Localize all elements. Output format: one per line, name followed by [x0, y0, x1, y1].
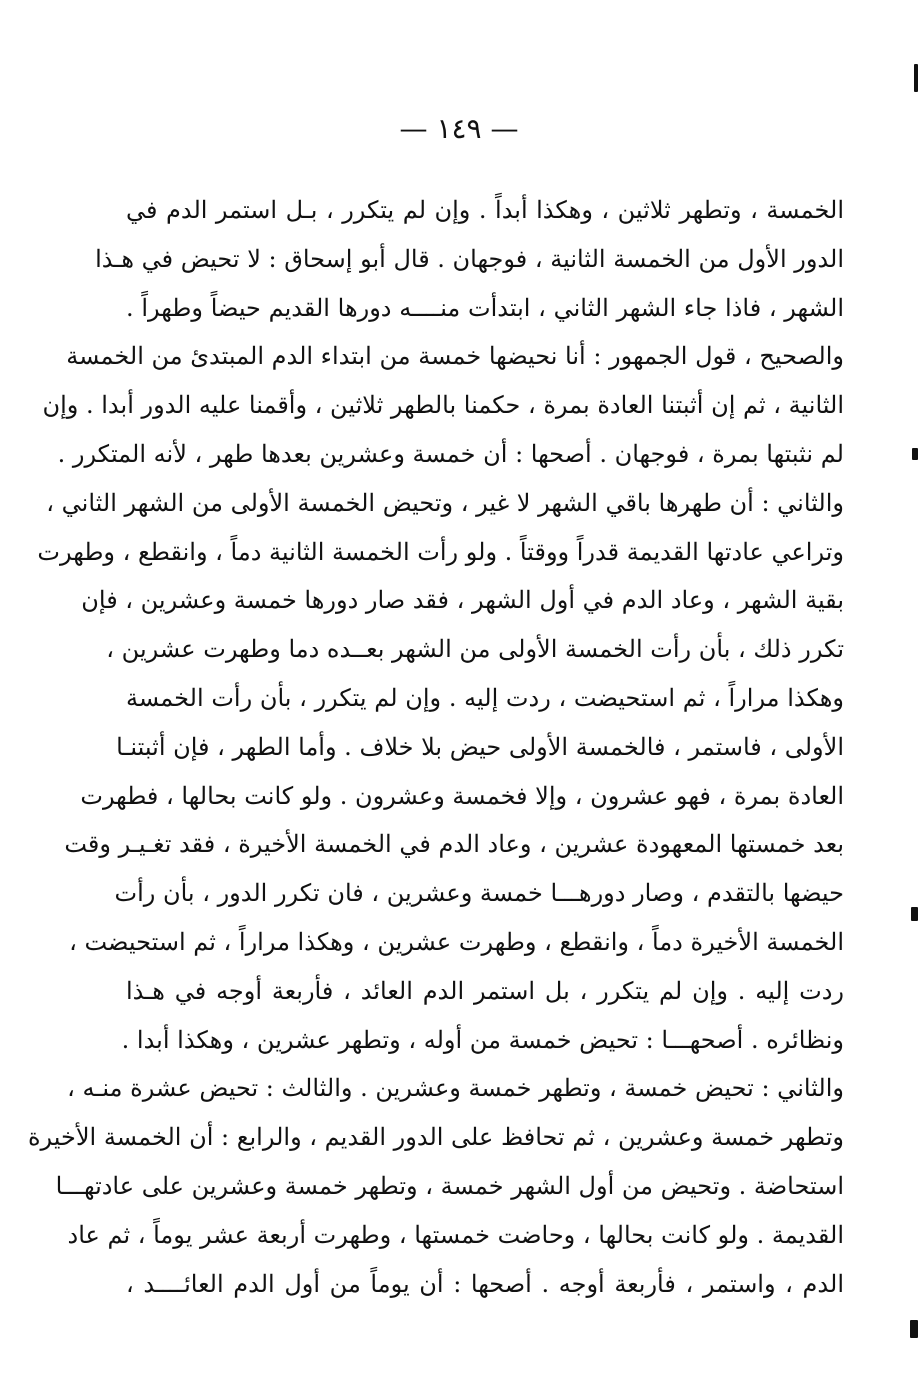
- text-line: والصحيح ، قول الجمهور : أنا نحيضها خمسة من ابتداء الدم المبتدئ من الخمسة: [66, 342, 844, 371]
- text-line: الأولى ، فاستمر ، فالخمسة الأولى حيض بلا خلاف . وأما الطهر ، فإن أثبتنـا: [116, 732, 844, 761]
- scan-edge-mark: [912, 448, 918, 460]
- scan-edge-mark: [914, 64, 918, 92]
- scan-edge-mark: [911, 907, 918, 921]
- text-line: وتطهر خمسة وعشرين ، ثم تحافظ على الدور القديم ، والرابع : أن الخمسة الأخيرة: [27, 1123, 844, 1152]
- text-line: الدم ، واستمر ، فأربعة أوجه . أصحها : أن يوماً من أول الدم العائــــد ،: [126, 1269, 844, 1298]
- text-line: الثانية ، ثم إن أثبتنا العادة بمرة ، حكمنا بالطهر ثلاثين ، وأقمنا عليه الدور أبدا . وإن: [42, 391, 844, 420]
- scan-edge-mark: [910, 1320, 918, 1338]
- text-line: لم نثبتها بمرة ، فوجهان . أصحها : أن خمسة وعشرين بعدها طهر ، لأنه المتكرر .: [57, 439, 844, 468]
- text-line: حيضها بالتقدم ، وصار دورهـــا خمسة وعشرين ، فان تكرر الدور ، بأن رأت: [114, 879, 844, 908]
- page-number: — ١٤٩ —: [399, 112, 519, 145]
- text-line: الشهر ، فاذا جاء الشهر الثاني ، ابتدأت منــــه دورها القديم حيضاً وطهراً .: [126, 293, 844, 322]
- text-line: بعد خمستها المعهودة عشرين ، وعاد الدم في الخمسة الأخيرة ، فقد تغـيـر وقت: [64, 830, 844, 859]
- text-line: استحاضة . وتحيض من أول الشهر خمسة ، وتطهر خمسة وعشرين على عادتهـــا: [55, 1171, 844, 1200]
- text-line: ونظائره . أصحهـــا : تحيض خمسة من أوله ، وتطهر عشرين ، وهكذا أبدا .: [121, 1025, 844, 1054]
- text-line: تكرر ذلك ، بأن رأت الخمسة الأولى من الشهر بعــده دما وطهرت عشرين ،: [106, 635, 844, 664]
- text-line: القديمة . ولو كانت بحالها ، وحاضت خمستها ، وطهرت أربعة عشر يوماً ، ثم عاد: [67, 1220, 844, 1249]
- text-line: الخمسة الأخيرة دماً ، وانقطع ، وطهرت عشرين ، وهكذا مراراً ، ثم استحيضت ،: [69, 927, 844, 956]
- text-line: وهكذا مراراً ، ثم استحيضت ، ردت إليه . وإن لم يتكرر ، بأن رأت الخمسة: [126, 683, 844, 712]
- text-line: والثاني : أن طهرها باقي الشهر لا غير ، وتحيض الخمسة الأولى من الشهر الثاني ،: [46, 488, 844, 517]
- text-line: وتراعي عادتها القديمة قدراً ووقتاً . ولو رأت الخمسة الثانية دماً ، وانقطع ، وطهرت: [37, 537, 844, 566]
- text-line: الخمسة ، وتطهر ثلاثين ، وهكذا أبداً . وإن لم يتكرر ، بـل استمر الدم في: [126, 196, 844, 224]
- text-line: العادة بمرة ، فهو عشرون ، وإلا فخمسة وعشرون . ولو كانت بحالها ، فطهرت: [80, 781, 844, 810]
- body-text: [27, 186, 844, 1308]
- text-line: بقية الشهر ، وعاد الدم في أول الشهر ، فقد صار دورها خمسة وعشرين ، فإن: [81, 586, 844, 615]
- text-line: ردت إليه . وإن لم يتكرر ، بل استمر الدم العائد ، فأربعة أوجه في هـذا: [126, 976, 844, 1005]
- text-line: الدور الأول من الخمسة الثانية ، فوجهان . قال أبو إسحاق : لا تحيض في هـذا: [95, 244, 844, 273]
- text-line: والثاني : تحيض خمسة ، وتطهر خمسة وعشرين . والثالث : تحيض عشرة منـه ،: [67, 1074, 844, 1103]
